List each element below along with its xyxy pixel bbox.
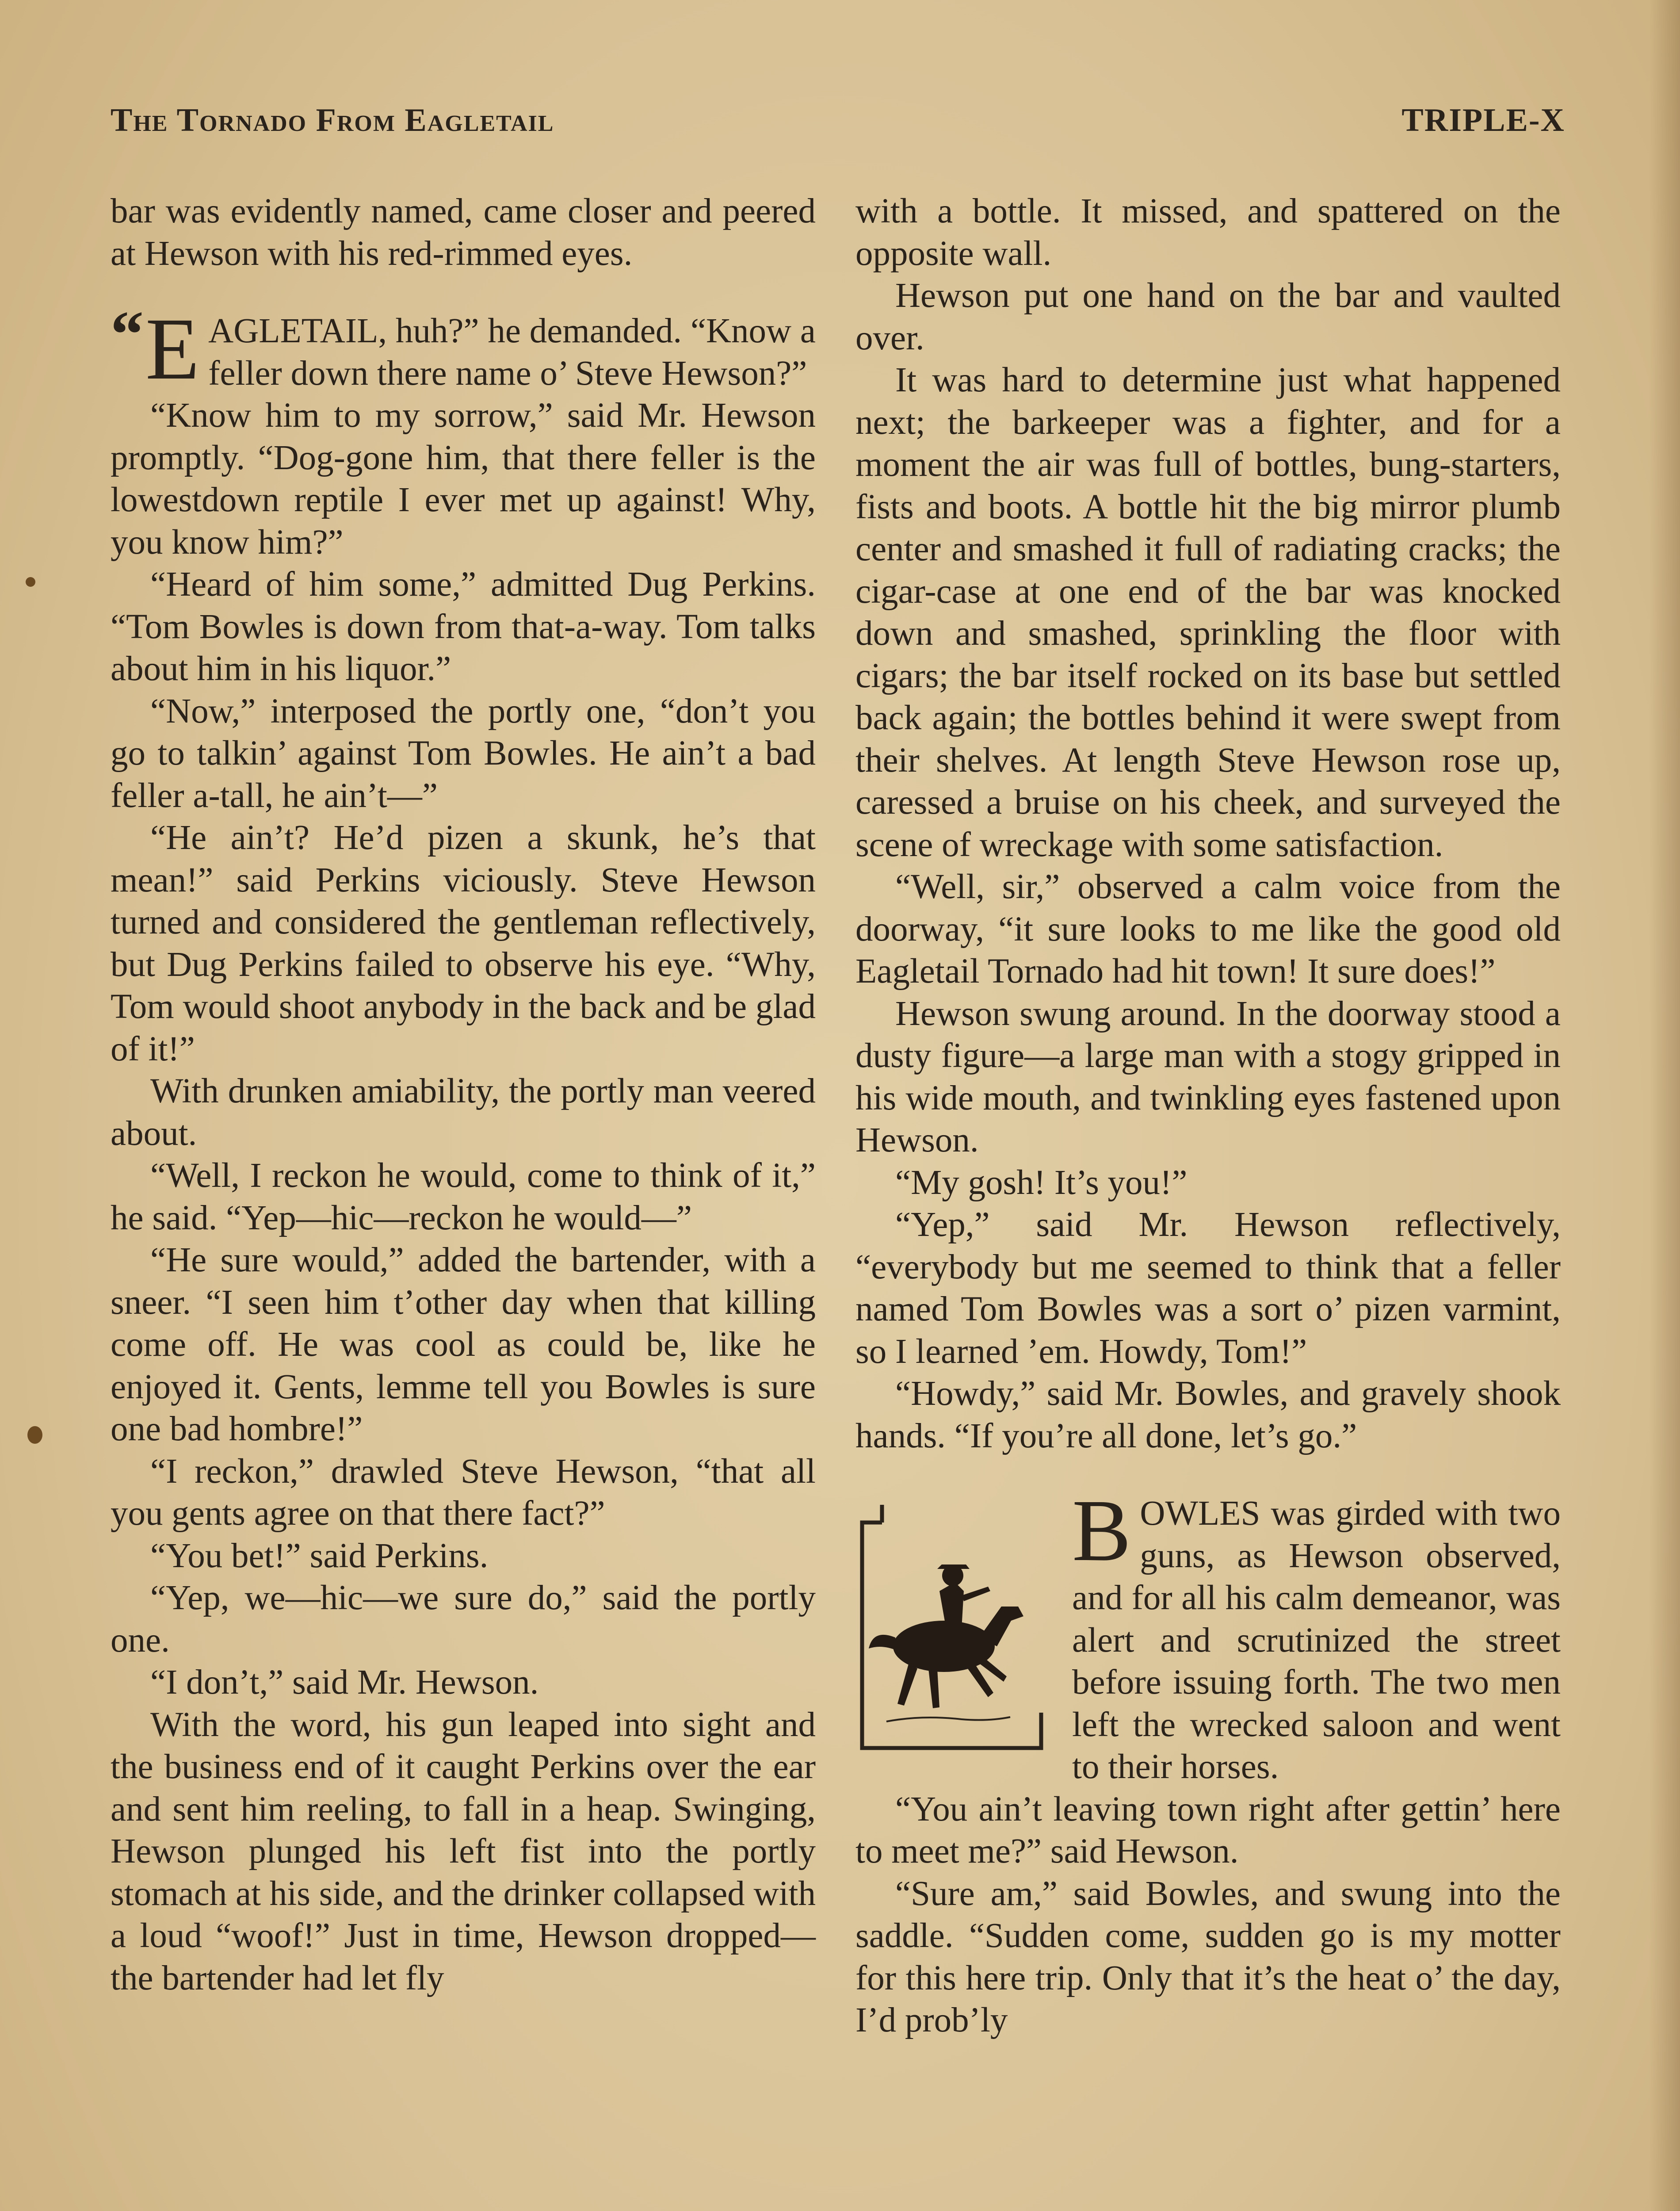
paragraph: “Yep,” said Mr. Hewson reflectively, “everybody but me seemed to think that a feller named Tom Bowles was a sort o’ pizen varmint, so I learned ’em. Howdy, Tom!” xyxy=(855,1205,1561,1371)
paragraph: “Now,” interposed the portly one, “don’t you go to talkin’ against Tom Bowles. He ain’t a bad feller a-tall, he ain’t—” xyxy=(111,692,816,815)
paragraph: With the word, his gun leaped into sight and the business end of it caught Perkins over the ear and sent him reeling, to fall in a heap. Swinging, Hewson plunged his left fist into the portly stomach at his side, and the drinker collapsed with a loud “woof!” Just in time, Hewson dropped—the bartender had let fly xyxy=(111,1705,816,1997)
paper-stain xyxy=(27,1426,42,1444)
paragraph: bar was evidently named, came closer and peered at Hewson with his red-rimmed eyes. xyxy=(111,192,816,273)
paragraph-with-illustration xyxy=(855,1482,1561,1788)
running-header-title: The Tornado From Eagletail xyxy=(111,102,554,138)
paragraph: With drunken amiability, the portly man veered about. xyxy=(111,1072,816,1153)
running-header-magazine: TRIPLE-X xyxy=(1401,102,1565,138)
page-edge-shadow xyxy=(1649,0,1680,2211)
paragraph: “Know him to my sorrow,” said Mr. Hewson promptly. “Dog-gone him, that there feller is the lowestdown reptile I ever met up against! Why, you know him?” xyxy=(111,396,816,562)
opening-quote: “ xyxy=(111,298,144,371)
paragraph: “Heard of him some,” admitted Dug Perkins. “Tom Bowles is down from that-a-way. Tom talks about him in his liquor.” xyxy=(111,565,816,688)
paper-stain xyxy=(26,577,35,587)
paragraph-with-dropcap xyxy=(111,298,816,398)
paragraph: “You bet!” said Perkins. xyxy=(150,1536,489,1575)
paragraph: “Howdy,” said Mr. Bowles, and gravely shook hands. “If you’re all done, let’s go.” xyxy=(855,1374,1561,1455)
paragraph: “Yep, we—hic—we sure do,” said the portly one. xyxy=(111,1579,816,1660)
horse-and-rider-icon xyxy=(855,1496,1054,1757)
paragraph: with a bottle. It missed, and spattered on the opposite wall. xyxy=(855,192,1561,273)
paragraph-text: AGLETAIL, huh?” he demanded. “Know a feller down there name o’ Steve Hewson?” xyxy=(208,312,816,393)
paragraph: It was hard to determine just what happened next; the barkeeper was a fighter, and for a moment the air was full of bottles, bung-starters, fists and boots. A bottle hit the big mirror plumb center and smashed it full of radiating cracks; the cigar-case at one end of the bar was knocked down and smashed, sprinkling the floor with cigars; the bar itself rocked on its base but settled back again; the bottles behind it were swept from their shelves. At length Steve Hewson rose up, caressed a bruise on his cheek, and surveyed the scene of wreckage with some satisfaction. xyxy=(855,361,1561,864)
running-header xyxy=(111,102,1565,146)
paragraph: Hewson put one hand on the bar and vaulted over. xyxy=(855,276,1561,357)
drop-cap: E xyxy=(145,300,200,398)
paragraph: “My gosh! It’s you!” xyxy=(895,1163,1187,1202)
paragraph: “You ain’t leaving town right after gettin’ here to meet me?” said Hewson. xyxy=(855,1790,1561,1871)
right-column xyxy=(855,190,1561,2042)
paragraph-text: OWLES was girded with two guns, as Hewson observed, and for all his calm demeanor, was alert and scrutinized the street before issuing forth. The two men left the wrecked saloon and went to their horses. xyxy=(1072,1494,1561,1786)
paragraph: “I reckon,” drawled Steve Hewson, “that all you gents agree on that there fact?” xyxy=(111,1452,816,1533)
drop-cap: B xyxy=(1072,1482,1131,1580)
paragraph: “I don’t,” said Mr. Hewson. xyxy=(150,1663,539,1702)
paragraph: “Sure am,” said Bowles, and swung into the saddle. “Sudden come, sudden go is my motter for this here trip. Only that it’s the heat o’ the day, I’d prob’ly xyxy=(855,1874,1561,2039)
paragraph: “Well, I reckon he would, come to think of it,” he said. “Yep—hic—reckon he would—” xyxy=(111,1156,816,1237)
paragraph: Hewson swung around. In the doorway stood a dusty figure—a large man with a stogy gripped in his wide mouth, and twinkling eyes fastened upon Hewson. xyxy=(855,994,1561,1159)
paragraph: “Well, sir,” observed a calm voice from the doorway, “it sure looks to me like the good old Eagletail Tornado had hit town! It sure does!” xyxy=(855,868,1561,991)
left-column xyxy=(111,190,816,1999)
paragraph: “He sure would,” added the bartender, with a sneer. “I seen him t’other day when that killing come off. He was cool as could be, like he enjoyed it. Gents, lemme tell you Bowles is sure one bad hombre!” xyxy=(111,1241,816,1448)
paragraph: “He ain’t? He’d pizen a skunk, he’s that mean!” said Perkins viciously. Steve Hewson turned and considered the gentleman reflectively, but Dug Perkins failed to observe his eye. “Why, Tom would shoot anybody in the back and be glad of it!” xyxy=(111,819,816,1068)
